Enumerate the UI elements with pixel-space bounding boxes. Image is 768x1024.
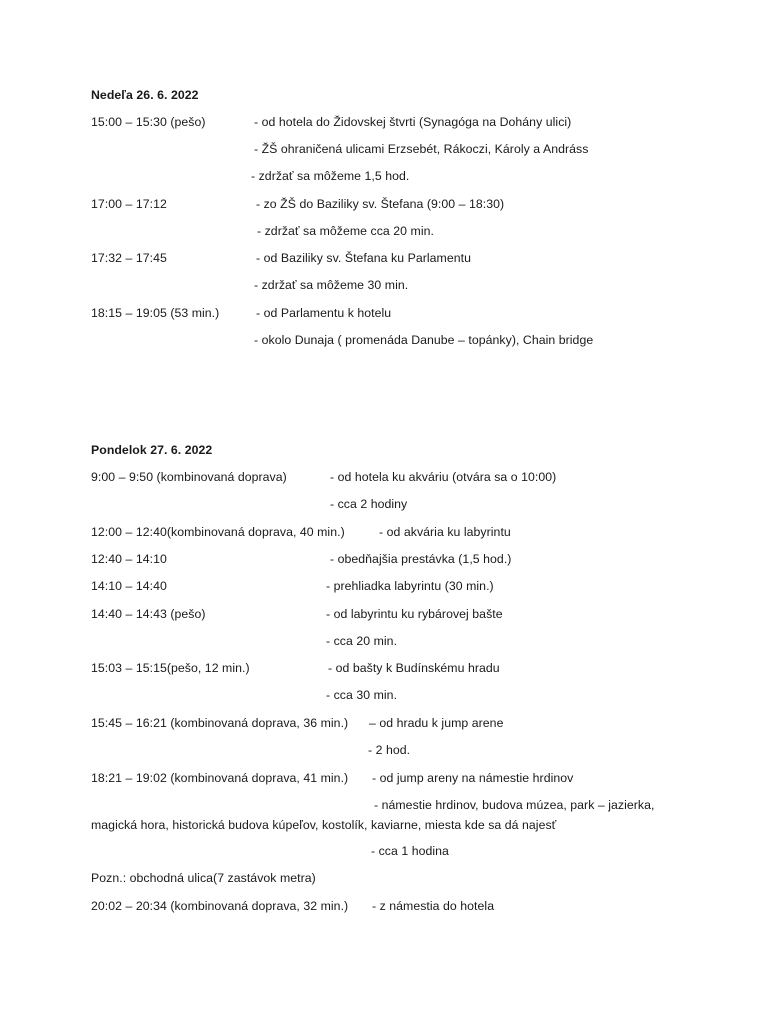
day2-row-6-time: 14:40 – 14:43 (pešo) xyxy=(91,607,206,621)
day2-row-9-text: - cca 30 min. xyxy=(326,688,398,702)
day2-row-11-text: - 2 hod. xyxy=(368,743,411,757)
day2-row-1-time: 9:00 – 9:50 (kombinovaná doprava) xyxy=(91,470,287,484)
day2-row-8-time: 15:03 – 15:15(pešo, 12 min.) xyxy=(91,661,250,675)
day2-heading: Pondelok 27. 6. 2022 xyxy=(91,443,213,457)
day2-row-2-text: - cca 2 hodiny xyxy=(330,497,408,511)
day2-row-6-text: - od labyrintu ku rybárovej bašte xyxy=(326,607,503,621)
day1-row-3-text: - zdržať sa môžeme 1,5 hod. xyxy=(251,169,410,183)
day1-row-8-time: 18:15 – 19:05 (53 min.) xyxy=(91,306,220,320)
day2-row-4-time: 12:40 – 14:10 xyxy=(91,552,167,566)
day2-row-17-text: - z námestia do hotela xyxy=(372,899,495,913)
day1-row-4-time: 17:00 – 17:12 xyxy=(91,197,167,211)
day2-row-5-time: 14:10 – 14:40 xyxy=(91,579,167,593)
day2-row-3-text: - od akvária ku labyrintu xyxy=(379,525,511,539)
day1-row-6-time: 17:32 – 17:45 xyxy=(91,251,167,265)
day2-row-13-text: - námestie hrdinov, budova múzea, park – jazierka, xyxy=(374,798,655,812)
day2-row-8-text: - od bašty k Budínskému hradu xyxy=(328,661,500,675)
day1-row-1-time: 15:00 – 15:30 (pešo) xyxy=(91,115,206,129)
day2-note: Pozn.: obchodná ulica(7 zastávok metra) xyxy=(91,871,316,885)
day2-row-10-time: 15:45 – 16:21 (kombinovaná doprava, 36 min.) xyxy=(91,716,349,730)
day1-row-6-text: - od Baziliky sv. Štefana ku Parlamentu xyxy=(256,251,471,265)
day2-row-12-time: 18:21 – 19:02 (kombinovaná doprava, 41 min.) xyxy=(91,771,349,785)
day2-row-17-time: 20:02 – 20:34 (kombinovaná doprava, 32 min.) xyxy=(91,899,349,913)
day2-row-1-text: - od hotela ku akváriu (otvára sa o 10:00) xyxy=(330,470,557,484)
day1-row-1-text: - od hotela do Židovskej štvrti (Synagóga na Dohány ulici) xyxy=(254,115,572,129)
day1-row-8-text: - od Parlamentu k hotelu xyxy=(256,306,392,320)
day2-row-10-text: – od hradu k jump arene xyxy=(369,716,504,730)
day1-row-4-text: - zo ŽŠ do Baziliky sv. Štefana (9:00 – 18:30) xyxy=(256,197,505,211)
day2-row-4-text: - obedňajšia prestávka (1,5 hod.) xyxy=(330,552,512,566)
day1-heading: Nedeľa 26. 6. 2022 xyxy=(91,88,199,102)
day2-row-7-text: - cca 20 min. xyxy=(326,634,398,648)
day1-row-5-text: - zdržať sa môžeme cca 20 min. xyxy=(257,224,434,238)
day2-row-3-time: 12:00 – 12:40(kombinovaná doprava, 40 min.) xyxy=(91,525,345,539)
day1-row-9-text: - okolo Dunaja ( promenáda Danube – topánky), Chain bridge xyxy=(254,333,594,347)
day2-row-15-text: - cca 1 hodina xyxy=(371,844,449,858)
day2-row-12-text: - od jump areny na námestie hrdinov xyxy=(372,771,574,785)
day2-row-5-text: - prehliadka labyrintu (30 min.) xyxy=(326,579,494,593)
day1-row-7-text: - zdržať sa môžeme 30 min. xyxy=(254,278,409,292)
day1-row-2-text: - ŽŠ ohraničená ulicami Erzsebét, Rákoczi, Károly a Andráss xyxy=(254,142,589,156)
day2-row-14-text: magická hora, historická budova kúpeľov, kostolík, kaviarne, miesta kde sa dá najesť xyxy=(91,818,557,832)
